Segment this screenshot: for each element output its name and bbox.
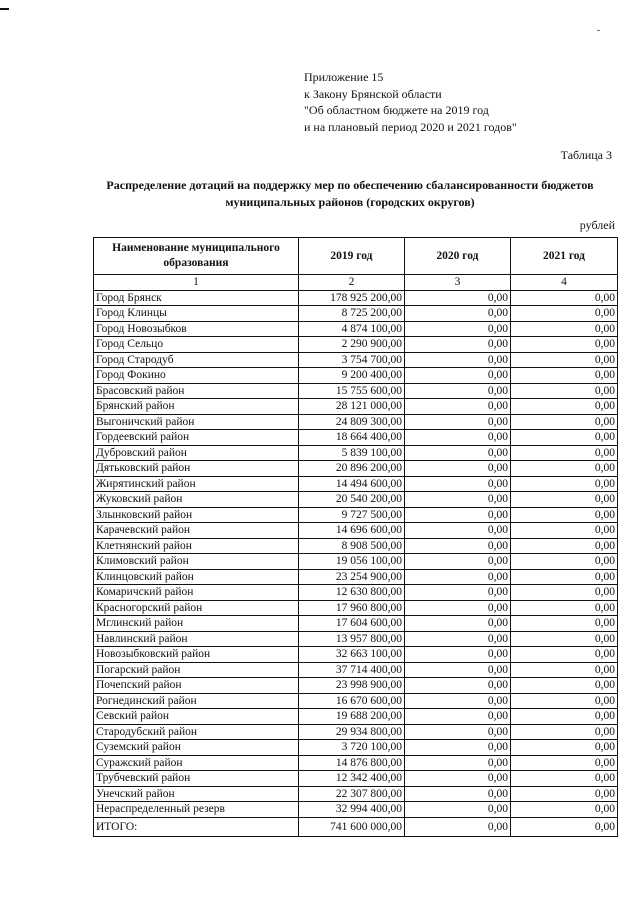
amount-2021: 0,00 [510,600,617,616]
amount-2021: 0,00 [510,445,617,461]
amount-2020: 0,00 [404,755,510,771]
appendix-header [304,69,517,135]
units-label: рублей [579,218,615,232]
municipality-name: Дубровский район [94,445,299,461]
amount-2019: 5 839 100,00 [298,445,404,461]
amount-2020: 0,00 [404,616,510,632]
amount-2021: 0,00 [510,554,617,570]
document-title [80,177,620,211]
amount-2020: 0,00 [404,786,510,802]
table-row [94,771,618,787]
scan-speck [597,30,600,31]
amount-2019: 3 754 700,00 [298,352,404,368]
amount-2019: 28 121 000,00 [298,399,404,415]
municipality-name: Город Фокино [94,368,299,384]
amount-2019: 20 540 200,00 [298,492,404,508]
total-label: ИТОГО: [94,817,299,836]
amount-2019: 20 896 200,00 [298,461,404,477]
municipality-name: Красногорский район [94,600,299,616]
column-number: 4 [510,275,617,291]
amount-2020: 0,00 [404,631,510,647]
municipality-name: Клинцовский район [94,569,299,585]
amount-2019: 14 876 800,00 [298,755,404,771]
table-body [94,290,618,817]
amount-2019: 13 957 800,00 [298,631,404,647]
municipality-name: Суражский район [94,755,299,771]
amount-2020: 0,00 [404,290,510,306]
municipality-name: Город Клинцы [94,306,299,322]
table-header-row [94,238,618,275]
amount-2019: 3 720 100,00 [298,740,404,756]
amount-2020: 0,00 [404,399,510,415]
municipality-name: Брасовский район [94,383,299,399]
municipality-name: Брянский район [94,399,299,415]
amount-2021: 0,00 [510,771,617,787]
amount-2021: 0,00 [510,507,617,523]
amount-2020: 0,00 [404,724,510,740]
table-row [94,445,618,461]
amount-2021: 0,00 [510,538,617,554]
amount-2021: 0,00 [510,693,617,709]
table-row [94,507,618,523]
table-row [94,740,618,756]
table-row [94,554,618,570]
table-row [94,461,618,477]
amount-2019: 12 630 800,00 [298,585,404,601]
amount-2019: 29 934 800,00 [298,724,404,740]
municipality-name: Жирятинский район [94,476,299,492]
municipality-name: Выгоничский район [94,414,299,430]
amount-2021: 0,00 [510,321,617,337]
municipality-name: Рогнединский район [94,693,299,709]
municipality-name: Стародубский район [94,724,299,740]
amount-2019: 16 670 600,00 [298,693,404,709]
amount-2021: 0,00 [510,786,617,802]
title-line-1: Распределение дотаций на поддержку мер по обеспечению сбалансированности бюджетов [106,178,594,192]
amount-2021: 0,00 [510,290,617,306]
amount-2019: 19 688 200,00 [298,709,404,725]
corner-mark [0,8,9,10]
amount-2019: 24 809 300,00 [298,414,404,430]
column-number: 1 [94,275,299,291]
table-row [94,755,618,771]
amount-2021: 0,00 [510,662,617,678]
amount-2021: 0,00 [510,430,617,446]
table-row [94,662,618,678]
amount-2019: 23 254 900,00 [298,569,404,585]
amount-2020: 0,00 [404,538,510,554]
amount-2021: 0,00 [510,802,617,818]
total-2021: 0,00 [510,817,617,836]
amount-2021: 0,00 [510,306,617,322]
amount-2019: 18 664 400,00 [298,430,404,446]
amount-2020: 0,00 [404,662,510,678]
municipality-name: Город Стародуб [94,352,299,368]
amount-2019: 14 494 600,00 [298,476,404,492]
municipality-name: Комаричский район [94,585,299,601]
amount-2019: 8 908 500,00 [298,538,404,554]
amount-2019: 22 307 800,00 [298,786,404,802]
amount-2021: 0,00 [510,569,617,585]
amount-2021: 0,00 [510,709,617,725]
amount-2019: 15 755 600,00 [298,383,404,399]
table-row [94,523,618,539]
table-row [94,693,618,709]
amount-2020: 0,00 [404,337,510,353]
column-header-name: Наименование муниципального образования [94,238,299,275]
amount-2019: 8 725 200,00 [298,306,404,322]
amount-2020: 0,00 [404,321,510,337]
table-row [94,368,618,384]
table-row [94,352,618,368]
appendix-line-1: Приложение 15 [304,70,384,84]
amount-2021: 0,00 [510,383,617,399]
table-row [94,476,618,492]
amount-2019: 12 342 400,00 [298,771,404,787]
amount-2021: 0,00 [510,647,617,663]
amount-2019: 14 696 600,00 [298,523,404,539]
table-label: Таблица 3 [560,148,612,162]
amount-2020: 0,00 [404,523,510,539]
appendix-line-4: и на плановый период 2020 и 2021 годов" [304,119,517,134]
amount-2020: 0,00 [404,492,510,508]
table-row [94,430,618,446]
amount-2020: 0,00 [404,445,510,461]
municipality-name: Клетнянский район [94,538,299,554]
column-header-2019: 2019 год [298,238,404,275]
amount-2021: 0,00 [510,337,617,353]
municipality-name: Город Новозыбков [94,321,299,337]
title-line-2: муниципальных районов (городских округов) [225,195,475,209]
amount-2021: 0,00 [510,678,617,694]
amount-2019: 9 200 400,00 [298,368,404,384]
amount-2019: 32 663 100,00 [298,647,404,663]
amount-2019: 23 998 900,00 [298,678,404,694]
column-header-2021: 2021 год [510,238,617,275]
municipality-name: Жуковский район [94,492,299,508]
column-number: 3 [404,275,510,291]
table-row [94,414,618,430]
table-row [94,306,618,322]
municipality-name: Унечский район [94,786,299,802]
appendix-line-3: "Об областном бюджете на 2019 год [304,103,489,117]
table-row [94,724,618,740]
amount-2021: 0,00 [510,368,617,384]
table-row [94,600,618,616]
amount-2021: 0,00 [510,414,617,430]
amount-2021: 0,00 [510,724,617,740]
amount-2020: 0,00 [404,802,510,818]
amount-2020: 0,00 [404,740,510,756]
amount-2019: 2 290 900,00 [298,337,404,353]
amount-2020: 0,00 [404,771,510,787]
amount-2020: 0,00 [404,600,510,616]
municipality-name: Климовский район [94,554,299,570]
amount-2021: 0,00 [510,631,617,647]
amount-2021: 0,00 [510,585,617,601]
amount-2020: 0,00 [404,693,510,709]
table-row [94,290,618,306]
amount-2021: 0,00 [510,399,617,415]
amount-2019: 17 960 800,00 [298,600,404,616]
amount-2019: 178 925 200,00 [298,290,404,306]
amount-2021: 0,00 [510,492,617,508]
amount-2019: 37 714 400,00 [298,662,404,678]
amount-2020: 0,00 [404,678,510,694]
amount-2019: 9 727 500,00 [298,507,404,523]
amount-2020: 0,00 [404,461,510,477]
column-number-row [94,275,618,291]
amount-2021: 0,00 [510,755,617,771]
municipality-name: Мглинский район [94,616,299,632]
total-2019: 741 600 000,00 [298,817,404,836]
column-number: 2 [298,275,404,291]
amount-2020: 0,00 [404,647,510,663]
municipality-name: Гордеевский район [94,430,299,446]
municipality-name: Нераспределенный резерв [94,802,299,818]
table-row [94,321,618,337]
amount-2020: 0,00 [404,352,510,368]
appendix-line-2: к Закону Брянской области [304,86,442,101]
municipality-name: Город Брянск [94,290,299,306]
table-row [94,647,618,663]
table-row [94,786,618,802]
municipality-name: Дятьковский район [94,461,299,477]
municipality-name: Новозыбковский район [94,647,299,663]
table-row [94,569,618,585]
table-row [94,709,618,725]
amount-2021: 0,00 [510,740,617,756]
amount-2021: 0,00 [510,352,617,368]
amount-2019: 32 994 400,00 [298,802,404,818]
subsidy-table [93,237,618,837]
amount-2020: 0,00 [404,476,510,492]
amount-2020: 0,00 [404,554,510,570]
amount-2020: 0,00 [404,569,510,585]
municipality-name: Почепский район [94,678,299,694]
table-row [94,585,618,601]
amount-2020: 0,00 [404,306,510,322]
amount-2021: 0,00 [510,461,617,477]
amount-2020: 0,00 [404,383,510,399]
municipality-name: Карачевский район [94,523,299,539]
amount-2019: 17 604 600,00 [298,616,404,632]
table-row [94,337,618,353]
table-row [94,802,618,818]
table-row [94,616,618,632]
amount-2020: 0,00 [404,585,510,601]
municipality-name: Навлинский район [94,631,299,647]
table-row [94,678,618,694]
municipality-name: Суземский район [94,740,299,756]
amount-2020: 0,00 [404,368,510,384]
amount-2020: 0,00 [404,507,510,523]
total-2020: 0,00 [404,817,510,836]
amount-2020: 0,00 [404,430,510,446]
amount-2019: 19 056 100,00 [298,554,404,570]
table-row [94,538,618,554]
amount-2019: 4 874 100,00 [298,321,404,337]
table-row [94,399,618,415]
amount-2021: 0,00 [510,616,617,632]
amount-2021: 0,00 [510,523,617,539]
amount-2020: 0,00 [404,414,510,430]
table-row [94,383,618,399]
municipality-name: Севский район [94,709,299,725]
table-row [94,492,618,508]
table-row [94,631,618,647]
amount-2021: 0,00 [510,476,617,492]
municipality-name: Город Сельцо [94,337,299,353]
total-row [94,817,618,836]
municipality-name: Трубчевский район [94,771,299,787]
amount-2020: 0,00 [404,709,510,725]
municipality-name: Погарский район [94,662,299,678]
column-header-2020: 2020 год [404,238,510,275]
municipality-name: Злынковский район [94,507,299,523]
